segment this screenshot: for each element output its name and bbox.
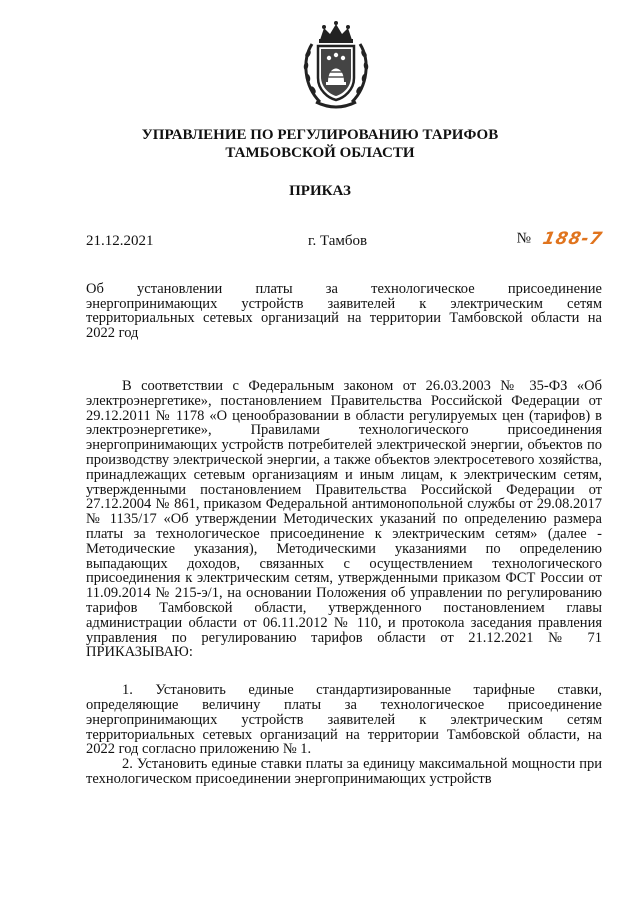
organization-name [0,126,640,162]
order-subject-line2: энергопринимающих устройств заявителей к электрическим сетям [86,295,602,312]
order-subject [86,282,602,340]
order-subject-line1: Об установлении платы за технологическое присоединение [86,281,602,297]
order-subject-line3: территориальных сетевых организаций на территории Тамбовской области на [86,310,602,326]
order-item-1: 1. Установить единые стандартизированные тарифные ставки, определяющие величину платы за технологическое присоединение энергопринимающих устройств заявителей к электрическим сетям территориальных сетевых организаций на территории Тамбовской области, на 2022 год согласно приложению № 1. [86,682,602,758]
document-number [516,228,605,249]
document-city: г. Тамбов [308,233,368,249]
preamble-paragraph: В соответствии с Федеральным законом от 26.03.2003 № 35-ФЗ «Об электроэнергетике», постановлением Правительства Российской Федерации от 29.12.2011 № 1178 «О ценообразовании в области регулируемых цен (тарифов) в электроэнергетике», Правилами технологического присоединения энергопринимающих устройств потребителей электрической энергии, объектов по производству электрической энергии, а также объектов электросетевого хозяйства, принадлежащих сетевым организациям и иным лицам, к электрическим сетям, утвержденными постановлением Правительства Российской Федерации от 27.12.2004 № 861, приказом Федеральной антимонопольной службы от 29.08.2017 № 1135/17 «Об утверждении Методических указаний по определению размера платы за технологическое присоединение к электрическим сетям» (далее - Методические указания), Методическими указаниями по определению выпадающих доходов, связанных с осуществлением технологического присоединения к электрическим сетям, утвержденными приказом ФСТ России от 11.09.2014 № 215-э/1, на основании Положения об управлении по регулированию тарифов Тамбовской области, утвержденного постановлением главы администрации области от 06.11.2012 № 110, и протокола заседания правления управления по регулированию тарифов области от 21.12.2021 № 71 ПРИКАЗЫВАЮ: [86,378,602,661]
number-sign: № [516,230,531,247]
document-type-title: ПРИКАЗ [289,183,351,199]
order-subject-line4: 2022 год [86,324,139,341]
organization-name-line2: ТАМБОВСКОЙ ОБЛАСТИ [225,145,415,161]
order-item-2: 2. Установить единые ставки платы за единицу максимальной мощности при технологическом присоединении энергопринимающих устройств [86,756,602,787]
coat-of-arms-icon [298,20,374,112]
organization-name-line1: УПРАВЛЕНИЕ ПО РЕГУЛИРОВАНИЮ ТАРИФОВ [141,127,499,143]
order-body [86,379,602,787]
document-meta-row [86,228,605,252]
handwritten-document-number: 188-7 [540,228,605,249]
document-date: 21.12.2021 [86,233,154,249]
